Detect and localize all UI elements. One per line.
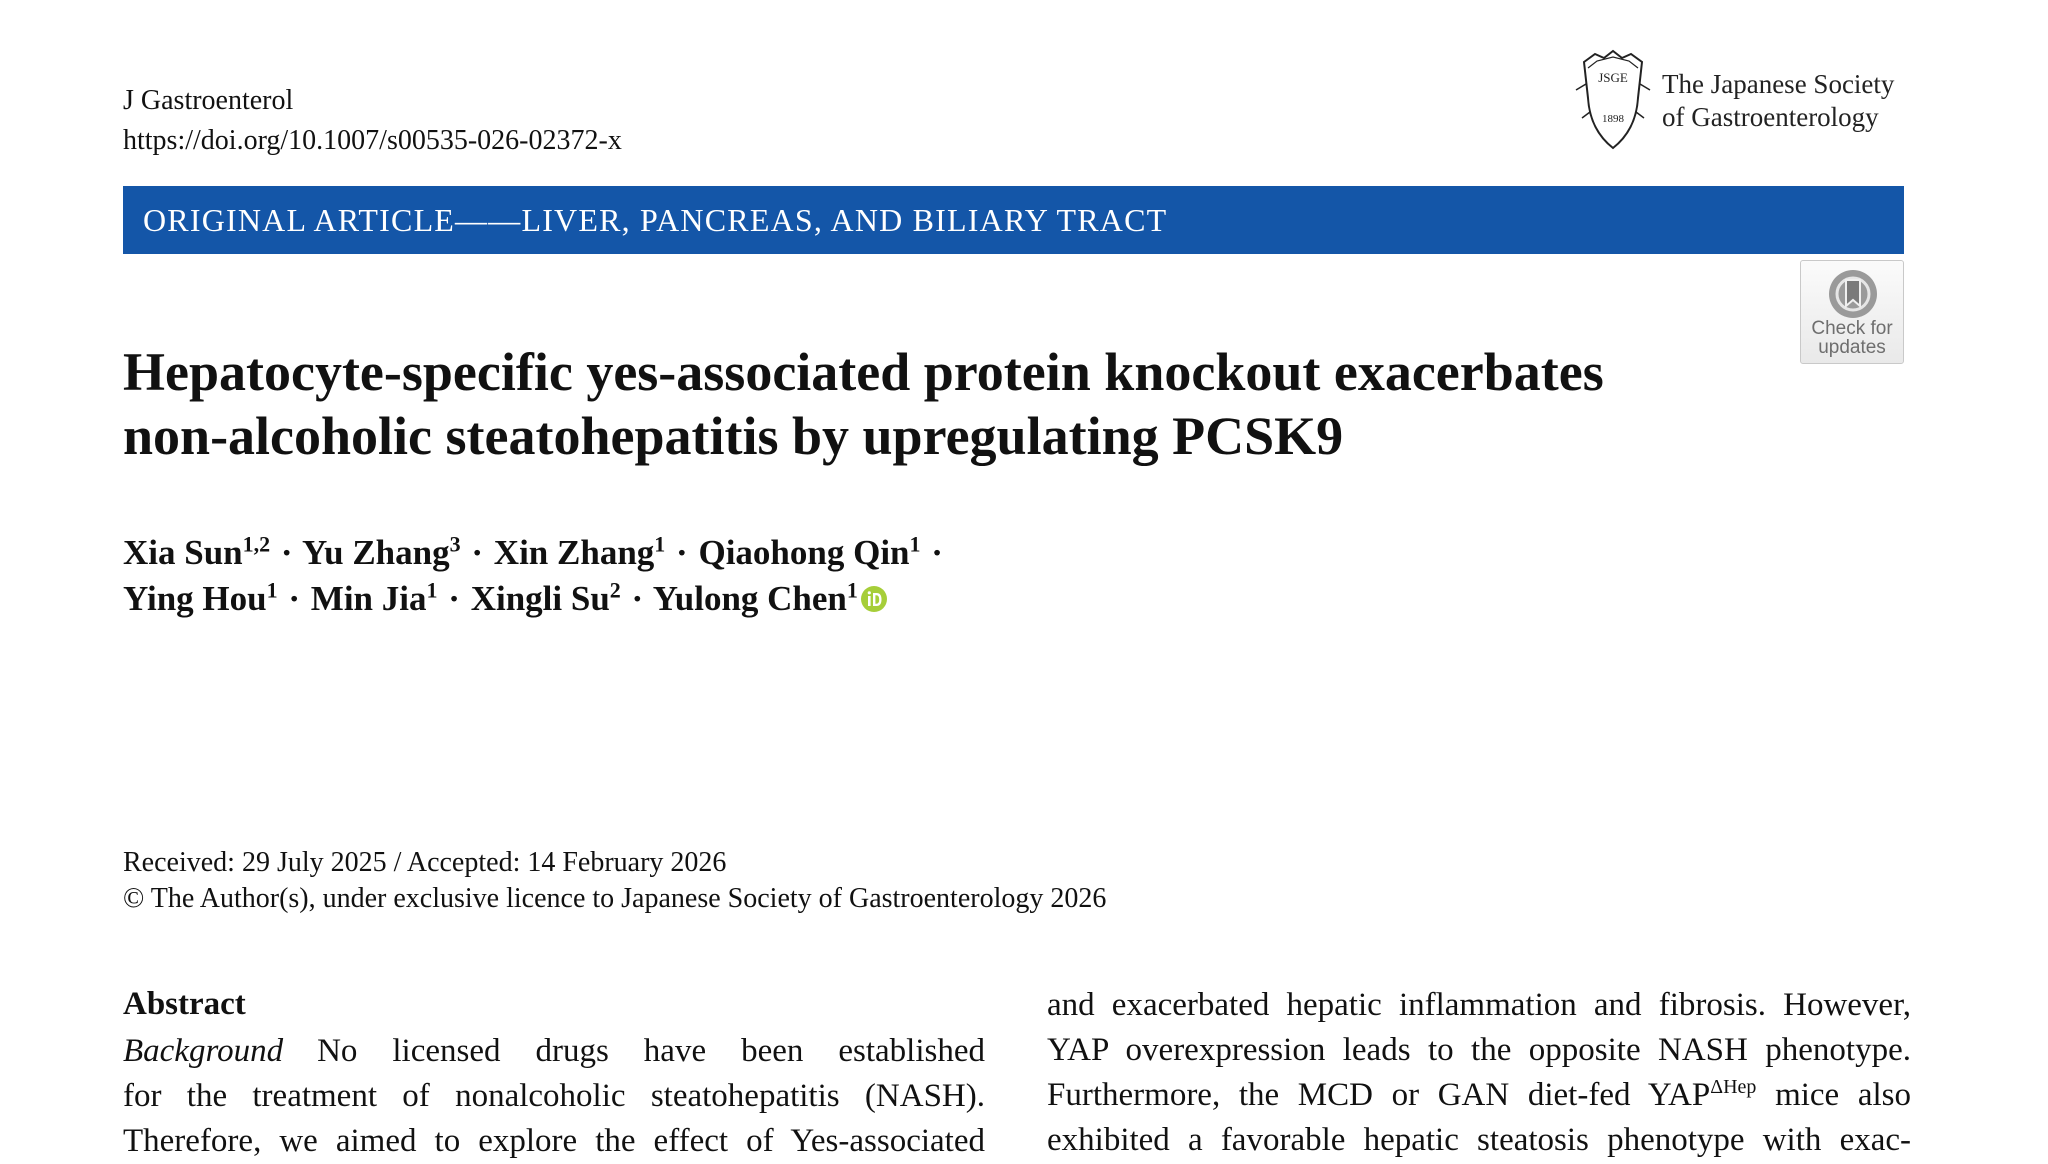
abstract-line-text: mice also xyxy=(1756,1077,1911,1113)
article-type-banner: ORIGINAL ARTICLE——LIVER, PANCREAS, AND BILIARY TRACT xyxy=(123,186,1904,254)
author-affiliation: 1 xyxy=(846,577,858,603)
author[interactable] xyxy=(471,579,621,618)
author[interactable] xyxy=(123,579,278,618)
author-affiliation: 3 xyxy=(449,531,461,557)
author-line-2 xyxy=(123,576,1423,622)
abstract-line: exhibited a favorable hepatic steatosis phenotype with exac- xyxy=(1047,1122,1911,1158)
author[interactable] xyxy=(653,579,858,618)
author[interactable] xyxy=(302,533,461,572)
author-separator: · xyxy=(280,533,293,572)
abstract-line-text: No licensed drugs have been established xyxy=(317,1033,985,1069)
author-name: Ying Hou xyxy=(123,579,267,618)
abstract-left-column xyxy=(123,1029,985,1164)
author-name: Xia Sun xyxy=(123,533,243,572)
article-title-line2: non-alcoholic steatohepatitis by upregulating PCSK9 xyxy=(123,406,1344,466)
article-title-line1: Hepatocyte-specific yes-associated protein knockout exacerbates xyxy=(123,342,1604,402)
author[interactable] xyxy=(698,533,920,572)
author[interactable] xyxy=(311,579,438,618)
doi-link[interactable]: https://doi.org/10.1007/s00535-026-02372-x xyxy=(123,125,622,156)
society-name xyxy=(1662,68,1894,134)
author-separator: · xyxy=(448,579,460,618)
society-seal-year: 1898 xyxy=(1602,113,1624,125)
author-affiliation: 1 xyxy=(426,577,438,603)
society-logo xyxy=(1572,48,1908,152)
abstract-superscript: ΔHep xyxy=(1710,1076,1757,1098)
society-name-line1: The Japanese Society xyxy=(1662,69,1895,99)
author-separator: · xyxy=(631,579,644,618)
article-title xyxy=(123,340,1783,468)
abstract-line xyxy=(123,1029,985,1074)
author-affiliation: 2 xyxy=(609,577,621,603)
author-name: Xingli Su xyxy=(470,579,610,618)
copyright-notice: © The Author(s), under exclusive licence to Japanese Society of Gastroenterology 2026 xyxy=(123,883,1107,914)
check-for-updates-button[interactable] xyxy=(1800,260,1904,364)
abstract-background-label: Background xyxy=(123,1033,284,1069)
author-separator: · xyxy=(931,533,943,572)
author-name: Min Jia xyxy=(310,579,427,618)
abstract-line: for the treatment of nonalcoholic steatohepatitis (NASH). xyxy=(123,1078,985,1114)
author-affiliation: 1 xyxy=(266,577,278,603)
journal-name: J Gastroenterol xyxy=(123,85,294,116)
author-separator: · xyxy=(676,533,688,572)
abstract-line: YAP overexpression leads to the opposite NASH phenotype. xyxy=(1047,1032,1911,1068)
author[interactable] xyxy=(123,533,270,572)
author-name: Yu Zhang xyxy=(302,533,450,572)
author-affiliation: 1 xyxy=(654,531,666,557)
society-seal-text: JSGE xyxy=(1598,70,1628,85)
society-seal-icon xyxy=(1572,48,1654,152)
abstract-line: and exacerbated hepatic inflammation and fibrosis. However, xyxy=(1047,987,1911,1023)
author-separator: · xyxy=(471,533,484,572)
author[interactable] xyxy=(494,533,666,572)
author-separator: · xyxy=(288,579,301,618)
abstract-line xyxy=(1047,1073,1911,1118)
author-name: Xin Zhang xyxy=(493,533,655,572)
author-name: Qiaohong Qin xyxy=(698,533,910,572)
abstract-heading: Abstract xyxy=(123,986,246,1022)
check-for-updates-label: Check for updates xyxy=(1811,318,1893,358)
author-list xyxy=(123,530,1423,622)
author-affiliation: 1,2 xyxy=(242,531,271,557)
abstract-line: Therefore, we aimed to explore the effect of Yes-associated xyxy=(123,1123,985,1159)
society-name-line2: of Gastroenterology xyxy=(1662,102,1879,132)
abstract-right-column xyxy=(1047,983,1911,1163)
orcid-icon[interactable] xyxy=(860,585,888,613)
received-accepted-dates: Received: 29 July 2025 / Accepted: 14 February 2026 xyxy=(123,847,727,878)
abstract-line-text: Furthermore, the MCD or GAN diet-fed YAP xyxy=(1047,1077,1711,1113)
bookmark-update-icon xyxy=(1827,268,1879,320)
author-line-1 xyxy=(123,530,1423,576)
author-name: Yulong Chen xyxy=(652,579,847,618)
author-affiliation: 1 xyxy=(909,531,921,557)
